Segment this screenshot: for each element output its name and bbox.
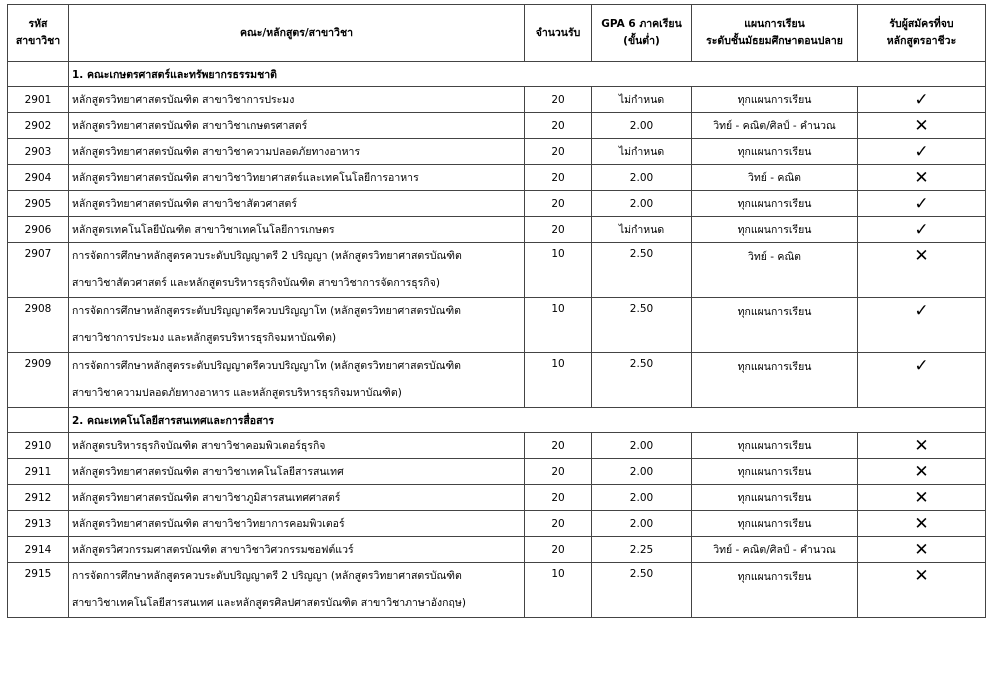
study-plan-value: ทุกแผนการเรียน [692,485,858,511]
study-plan-value: ทุกแผนการเรียน [692,563,858,618]
program-name-line: หลักสูตรวิทยาศาสตรบัณฑิต สาขาวิชาสัตวศาสตร์ [72,198,298,210]
program-code: 2905 [8,191,69,217]
cross-icon: ✕ [858,113,986,139]
program-name [69,511,525,537]
program-name-line: สาขาวิชาสัตวศาสตร์ และหลักสูตรบริหารธุรกิจบัณฑิต สาขาวิชาการจัดการธุรกิจ) [72,277,440,289]
program-name [69,353,525,408]
study-plan-value: ทุกแผนการเรียน [692,511,858,537]
table-row [8,485,986,511]
program-name [69,243,525,298]
table-row [8,563,986,618]
study-plan-value: ทุกแผนการเรียน [692,459,858,485]
section-code-cell [8,408,69,433]
seats-value: 10 [525,243,592,298]
table-row [8,433,986,459]
gpa-value: 2.00 [592,511,692,537]
seats-value: 20 [525,217,592,243]
program-name [69,217,525,243]
study-plan-value: ทุกแผนการเรียน [692,87,858,113]
gpa-value: 2.00 [592,433,692,459]
program-name [69,87,525,113]
program-code: 2915 [8,563,69,618]
study-plan-value: ทุกแผนการเรียน [692,217,858,243]
program-code: 2911 [8,459,69,485]
gpa-value: 2.00 [592,459,692,485]
program-name [69,433,525,459]
program-name-line: หลักสูตรวิทยาศาสตรบัณฑิต สาขาวิชาวิทยาศาสตร์และเทคโนโลยีการอาหาร [72,172,419,184]
gpa-value: 2.50 [592,298,692,353]
table-row [8,511,986,537]
seats-value: 20 [525,485,592,511]
gpa-value: 2.50 [592,353,692,408]
program-name-line: การจัดการศึกษาหลักสูตรระดับปริญญาตรีควบปริญญาโท (หลักสูตรวิทยาศาสตรบัณฑิต [72,305,461,317]
program-name [69,191,525,217]
program-name-line: หลักสูตรวิทยาศาสตรบัณฑิต สาขาวิชาเทคโนโลยีสารสนเทศ [72,466,344,478]
header-program: คณะ/หลักสูตร/สาขาวิชา [69,5,525,62]
table-row [8,243,986,298]
table-row [8,87,986,113]
section-header-row [8,408,986,433]
program-name-line: หลักสูตรวิทยาศาสตรบัณฑิต สาขาวิชาความปลอดภัยทางอาหาร [72,146,361,158]
seats-value: 20 [525,87,592,113]
cross-icon: ✕ [858,433,986,459]
header-row [8,5,986,62]
table-row [8,165,986,191]
cross-icon: ✕ [858,243,986,298]
gpa-value: 2.00 [592,165,692,191]
program-name [69,537,525,563]
seats-value: 20 [525,165,592,191]
seats-value: 20 [525,433,592,459]
seats-value: 20 [525,537,592,563]
table-row [8,298,986,353]
program-name-line: สาขาวิชาเทคโนโลยีสารสนเทศ และหลักสูตรศิลปศาสตรบัณฑิต สาขาวิชาภาษาอังกฤษ) [72,597,466,609]
program-code: 2913 [8,511,69,537]
gpa-value: 2.25 [592,537,692,563]
gpa-value: ไม่กำหนด [592,87,692,113]
program-name [69,298,525,353]
program-name-line: หลักสูตรวิทยาศาสตรบัณฑิต สาขาวิชาวิทยาการคอมพิวเตอร์ [72,518,345,530]
program-name-line: หลักสูตรวิศวกรรมศาสตรบัณฑิต สาขาวิชาวิศวกรรมซอฟต์แวร์ [72,544,354,556]
section-title: 2. คณะเทคโนโลยีสารสนเทศและการสื่อสาร [69,408,986,433]
seats-value: 10 [525,353,592,408]
section-code-cell [8,62,69,87]
gpa-value: 2.00 [592,191,692,217]
study-plan-value: วิทย์ - คณิต [692,165,858,191]
program-name-line: การจัดการศึกษาหลักสูตรระดับปริญญาตรีควบปริญญาโท (หลักสูตรวิทยาศาสตรบัณฑิต [72,360,461,372]
table-row [8,113,986,139]
seats-value: 20 [525,113,592,139]
study-plan-value: วิทย์ - คณิต [692,243,858,298]
section-header-row [8,62,986,87]
program-name-line: หลักสูตรบริหารธุรกิจบัณฑิต สาขาวิชาคอมพิวเตอร์ธุรกิจ [72,440,326,452]
study-plan-value: ทุกแผนการเรียน [692,191,858,217]
gpa-value: ไม่กำหนด [592,217,692,243]
study-plan-value: ทุกแผนการเรียน [692,353,858,408]
program-name-line: การจัดการศึกษาหลักสูตรควบระดับปริญญาตรี 2 ปริญญา (หลักสูตรวิทยาศาสตรบัณฑิต [72,570,462,582]
program-code: 2901 [8,87,69,113]
program-name [69,459,525,485]
program-code: 2910 [8,433,69,459]
table-row [8,191,986,217]
table-row [8,537,986,563]
program-code: 2909 [8,353,69,408]
header-gpa: GPA 6 ภาคเรียน (ขั้นต่ำ) [592,5,692,62]
admissions-table [7,4,986,618]
seats-value: 20 [525,191,592,217]
seats-value: 10 [525,298,592,353]
program-name [69,563,525,618]
table-row [8,353,986,408]
program-code: 2912 [8,485,69,511]
gpa-value: 2.00 [592,113,692,139]
cross-icon: ✕ [858,537,986,563]
study-plan-value: ทุกแผนการเรียน [692,139,858,165]
gpa-value: ไม่กำหนด [592,139,692,165]
check-icon: ✓ [858,139,986,165]
cross-icon: ✕ [858,459,986,485]
program-code: 2907 [8,243,69,298]
program-name-line: หลักสูตรวิทยาศาสตรบัณฑิต สาขาวิชาการประมง [72,94,295,106]
program-code: 2904 [8,165,69,191]
seats-value: 20 [525,459,592,485]
program-name-line: หลักสูตรวิทยาศาสตรบัณฑิต สาขาวิชาเกษตรศาสตร์ [72,120,308,132]
program-code: 2902 [8,113,69,139]
study-plan-value: ทุกแผนการเรียน [692,298,858,353]
program-name-line: หลักสูตรวิทยาศาสตรบัณฑิต สาขาวิชาภูมิสารสนเทศศาสตร์ [72,492,341,504]
check-icon: ✓ [858,191,986,217]
table-row [8,217,986,243]
gpa-value: 2.50 [592,563,692,618]
study-plan-value: วิทย์ - คณิต/ศิลป์ - คำนวณ [692,537,858,563]
check-icon: ✓ [858,87,986,113]
header-vocational: รับผู้สมัครที่จบ หลักสูตรอาชีวะ [858,5,986,62]
program-code: 2914 [8,537,69,563]
seats-value: 20 [525,511,592,537]
table-body [8,62,986,618]
program-code: 2906 [8,217,69,243]
seats-value: 20 [525,139,592,165]
program-name-line: หลักสูตรเทคโนโลยีบัณฑิต สาขาวิชาเทคโนโลยีการเกษตร [72,224,335,236]
program-name-line: สาขาวิชาการประมง และหลักสูตรบริหารธุรกิจมหาบัณฑิต) [72,332,337,344]
check-icon: ✓ [858,298,986,353]
cross-icon: ✕ [858,563,986,618]
program-name-line: สาขาวิชาความปลอดภัยทางอาหาร และหลักสูตรบริหารธุรกิจมหาบัณฑิต) [72,387,402,399]
section-title: 1. คณะเกษตรศาสตร์และทรัพยากรธรรมชาติ [69,62,986,87]
program-name-line: การจัดการศึกษาหลักสูตรควบระดับปริญญาตรี 2 ปริญญา (หลักสูตรวิทยาศาสตรบัณฑิต [72,250,462,262]
study-plan-value: ทุกแผนการเรียน [692,433,858,459]
program-name [69,139,525,165]
table-row [8,139,986,165]
gpa-value: 2.50 [592,243,692,298]
table-row [8,459,986,485]
header-study-plan: แผนการเรียน ระดับชั้นมัธยมศึกษาตอนปลาย [692,5,858,62]
seats-value: 10 [525,563,592,618]
program-code: 2908 [8,298,69,353]
study-plan-value: วิทย์ - คณิต/ศิลป์ - คำนวณ [692,113,858,139]
cross-icon: ✕ [858,165,986,191]
cross-icon: ✕ [858,485,986,511]
header-code: รหัส สาขาวิชา [8,5,69,62]
check-icon: ✓ [858,217,986,243]
program-code: 2903 [8,139,69,165]
header-seats: จำนวนรับ [525,5,592,62]
program-name [69,113,525,139]
gpa-value: 2.00 [592,485,692,511]
check-icon: ✓ [858,353,986,408]
cross-icon: ✕ [858,511,986,537]
program-name [69,165,525,191]
program-name [69,485,525,511]
